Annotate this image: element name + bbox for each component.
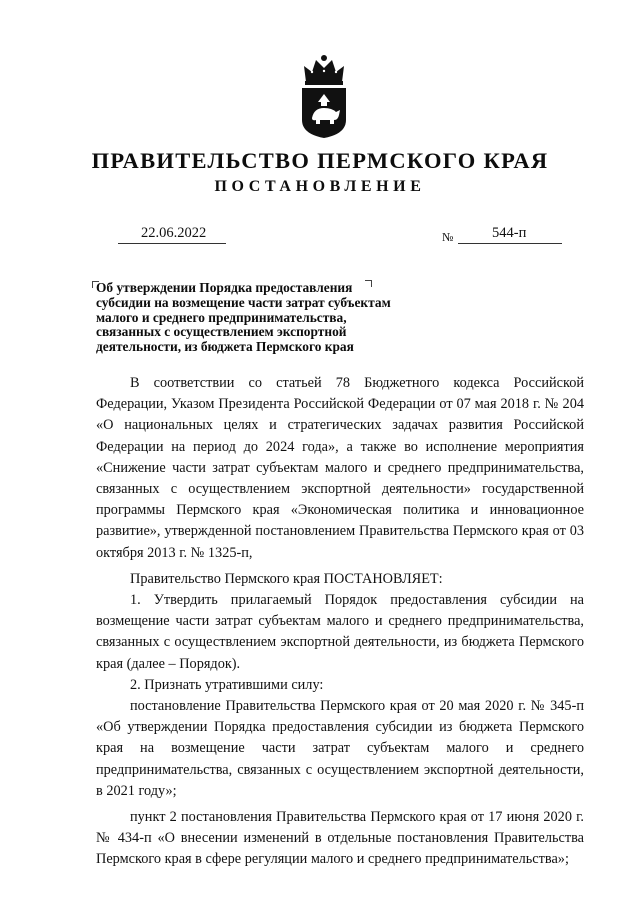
subject-line: малого и среднего предпринимательства, xyxy=(96,309,347,325)
subject-line: связанных с осуществлением экспортной xyxy=(96,324,347,340)
date-underline xyxy=(118,243,226,244)
government-name: ПРАВИТЕЛЬСТВО ПЕРМСКОГО КРАЯ xyxy=(91,148,549,173)
document-subject xyxy=(96,281,446,355)
item-2-paragraph: 2. Признать утратившими силу: xyxy=(130,676,324,693)
perm-krai-coat-of-arms-icon xyxy=(294,52,354,140)
number-underline xyxy=(458,243,562,244)
item-1-paragraph: 1. Утвердить прилагаемый Порядок предоставления субсидии на возмещение части затрат субъектам малого и среднего предпринимательства, связанных с осуществлением экспортной деятельности, из бюджета Пермского края (далее – Порядок). xyxy=(96,592,584,672)
preamble-paragraph: В соответствии со статьей 78 Бюджетного кодекса Российской Федерации, Указом Президента Российской Федерации от 07 мая 2018 г. № 204 «О национальных целях и стратегических задачах развития Российской Федерации на период до 2024 года», а также во исполнение мероприятия «Снижение части затрат субъектам малого и среднего предпринимательства, связанных с осуществлением экспортной деятельности» государственной программы Пермского края «Экономическая политика и инновационное развитие», утвержденной постановлением Правительства Пермского края от 03 октября 2013 г. № 1325-п, xyxy=(96,375,584,561)
document-date: 22.06.2022 xyxy=(141,225,207,241)
repealed-act-paragraph: пункт 2 постановления Правительства Пермского края от 17 июня 2020 г. № 434-п «О внесении изменений в отдельные постановления Правительства Пермского края в сфере регуляции малого и среднего предпринимательства»; xyxy=(96,809,584,868)
document-type: ПОСТАНОВЛЕНИЕ xyxy=(214,178,426,195)
number-sign: № xyxy=(442,230,454,244)
subject-line: субсидии на возмещение части затрат субъектам xyxy=(96,294,391,310)
document-number: 544-п xyxy=(492,225,527,241)
resolution-statement: Правительство Пермского края ПОСТАНОВЛЯЕТ: xyxy=(130,570,443,587)
subject-line: Об утверждении Порядка предоставления xyxy=(96,280,353,295)
repealed-act-paragraph: постановление Правительства Пермского края от 20 мая 2020 г. № 345-п «Об утверждении Порядка предоставления субсидии из бюджета Пермского края на возмещение части затрат субъектам малого и среднего предпринимательства, связанных с осуществлением экспортной деятельности, в 2021 году»; xyxy=(96,698,584,799)
subject-line: деятельности, из бюджета Пермского края xyxy=(96,339,354,355)
document-body xyxy=(96,373,584,871)
